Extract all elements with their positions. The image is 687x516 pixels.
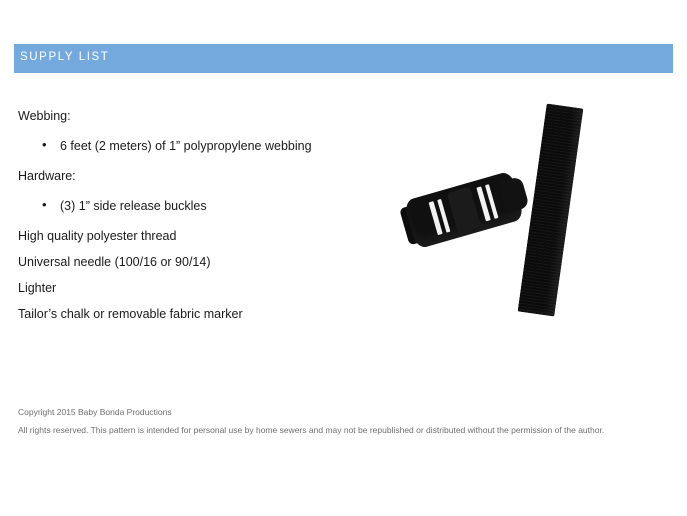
supply-line-needle: Universal needle (100/16 or 90/14) xyxy=(18,255,211,269)
list-item: • (3) 1” side release buckles xyxy=(60,198,418,214)
webbing-strap-image xyxy=(518,103,584,316)
hardware-item-list xyxy=(18,198,418,214)
section-label-webbing: Webbing: xyxy=(18,109,71,123)
copyright-notice: Copyright 2015 Baby Bonda Productions xyxy=(18,407,172,417)
list-item: • 6 feet (2 meters) of 1” polypropylene webbing xyxy=(60,138,418,154)
supply-line-chalk: Tailor’s chalk or removable fabric marker xyxy=(18,307,243,321)
document-footer xyxy=(18,406,668,436)
supply-list-header-band xyxy=(14,44,673,73)
page-title: SUPPLY LIST xyxy=(20,51,110,63)
supplies-illustration xyxy=(400,95,670,335)
rights-notice: All rights reserved. This pattern is intended for personal use by home sewers and may not be republished or distributed without the permission of the author. xyxy=(18,425,605,435)
section-label-hardware: Hardware: xyxy=(18,169,76,183)
supply-line-lighter: Lighter xyxy=(18,281,57,295)
side-release-buckle-image xyxy=(401,163,527,257)
supply-line-thread: High quality polyester thread xyxy=(18,229,177,243)
supply-list-content xyxy=(18,108,418,332)
webbing-item-list xyxy=(18,138,418,154)
